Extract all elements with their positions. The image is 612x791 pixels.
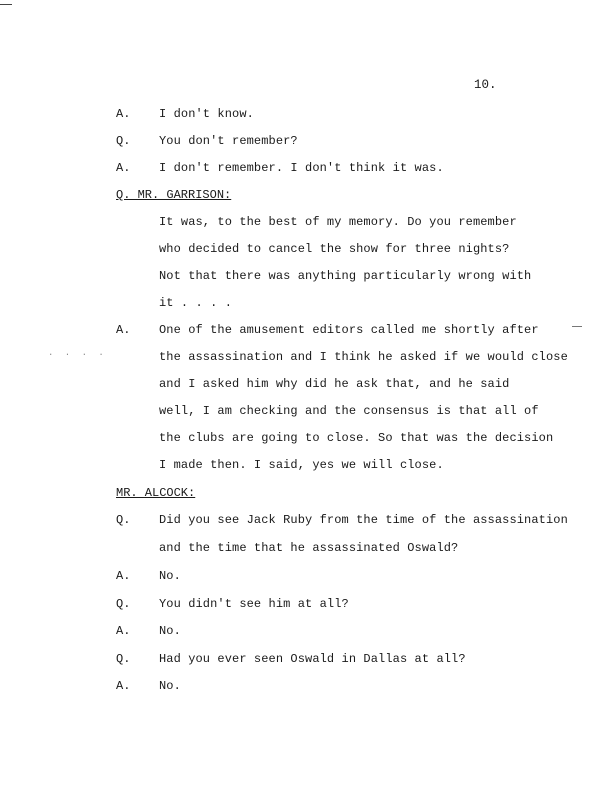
- scan-corner-mark: [0, 4, 12, 5]
- answer-label: A.: [116, 624, 131, 638]
- margin-dot-marks: · · · ·: [48, 350, 107, 360]
- page-number: 10.: [474, 78, 497, 92]
- transcript-line: the clubs are going to close. So that was the decision: [159, 431, 554, 445]
- transcript-line: I don't remember. I don't think it was.: [159, 161, 444, 175]
- answer-label: A.: [116, 569, 131, 583]
- speaker-heading: Q. MR. GARRISON:: [116, 188, 232, 202]
- transcript-line: It was, to the best of my memory. Do you remember: [159, 215, 517, 229]
- transcript-line: One of the amusement editors called me shortly after: [159, 323, 539, 337]
- transcript-line: No.: [159, 569, 181, 583]
- question-label: Q.: [116, 513, 131, 527]
- transcript-line: the assassination and I think he asked if we would close: [159, 350, 568, 364]
- question-label: Q.: [116, 134, 131, 148]
- margin-tick-mark: [572, 326, 582, 327]
- transcript-line: Not that there was anything particularly wrong with: [159, 269, 532, 283]
- speaker-heading: MR. ALCOCK:: [116, 486, 196, 500]
- transcript-line: well, I am checking and the consensus is that all of: [159, 404, 539, 418]
- answer-label: A.: [116, 323, 131, 337]
- transcript-line: and I asked him why did he ask that, and he said: [159, 377, 510, 391]
- transcript-line: who decided to cancel the show for three nights?: [159, 242, 510, 256]
- transcript-line: You didn't see him at all?: [159, 597, 349, 611]
- transcript-line: Had you ever seen Oswald in Dallas at all?: [159, 652, 466, 666]
- transcript-line: You don't remember?: [159, 134, 298, 148]
- transcript-line: No.: [159, 624, 181, 638]
- answer-label: A.: [116, 161, 131, 175]
- transcript-line: I don't know.: [159, 107, 254, 121]
- question-label: Q.: [116, 652, 131, 666]
- transcript-line: and the time that he assassinated Oswald?: [159, 541, 459, 555]
- transcript-line: Did you see Jack Ruby from the time of the assassination: [159, 513, 568, 527]
- transcript-line: No.: [159, 679, 181, 693]
- answer-label: A.: [116, 107, 131, 121]
- transcript-line: I made then. I said, yes we will close.: [159, 458, 444, 472]
- question-label: Q.: [116, 597, 131, 611]
- transcript-line: it . . . .: [159, 296, 233, 310]
- answer-label: A.: [116, 679, 131, 693]
